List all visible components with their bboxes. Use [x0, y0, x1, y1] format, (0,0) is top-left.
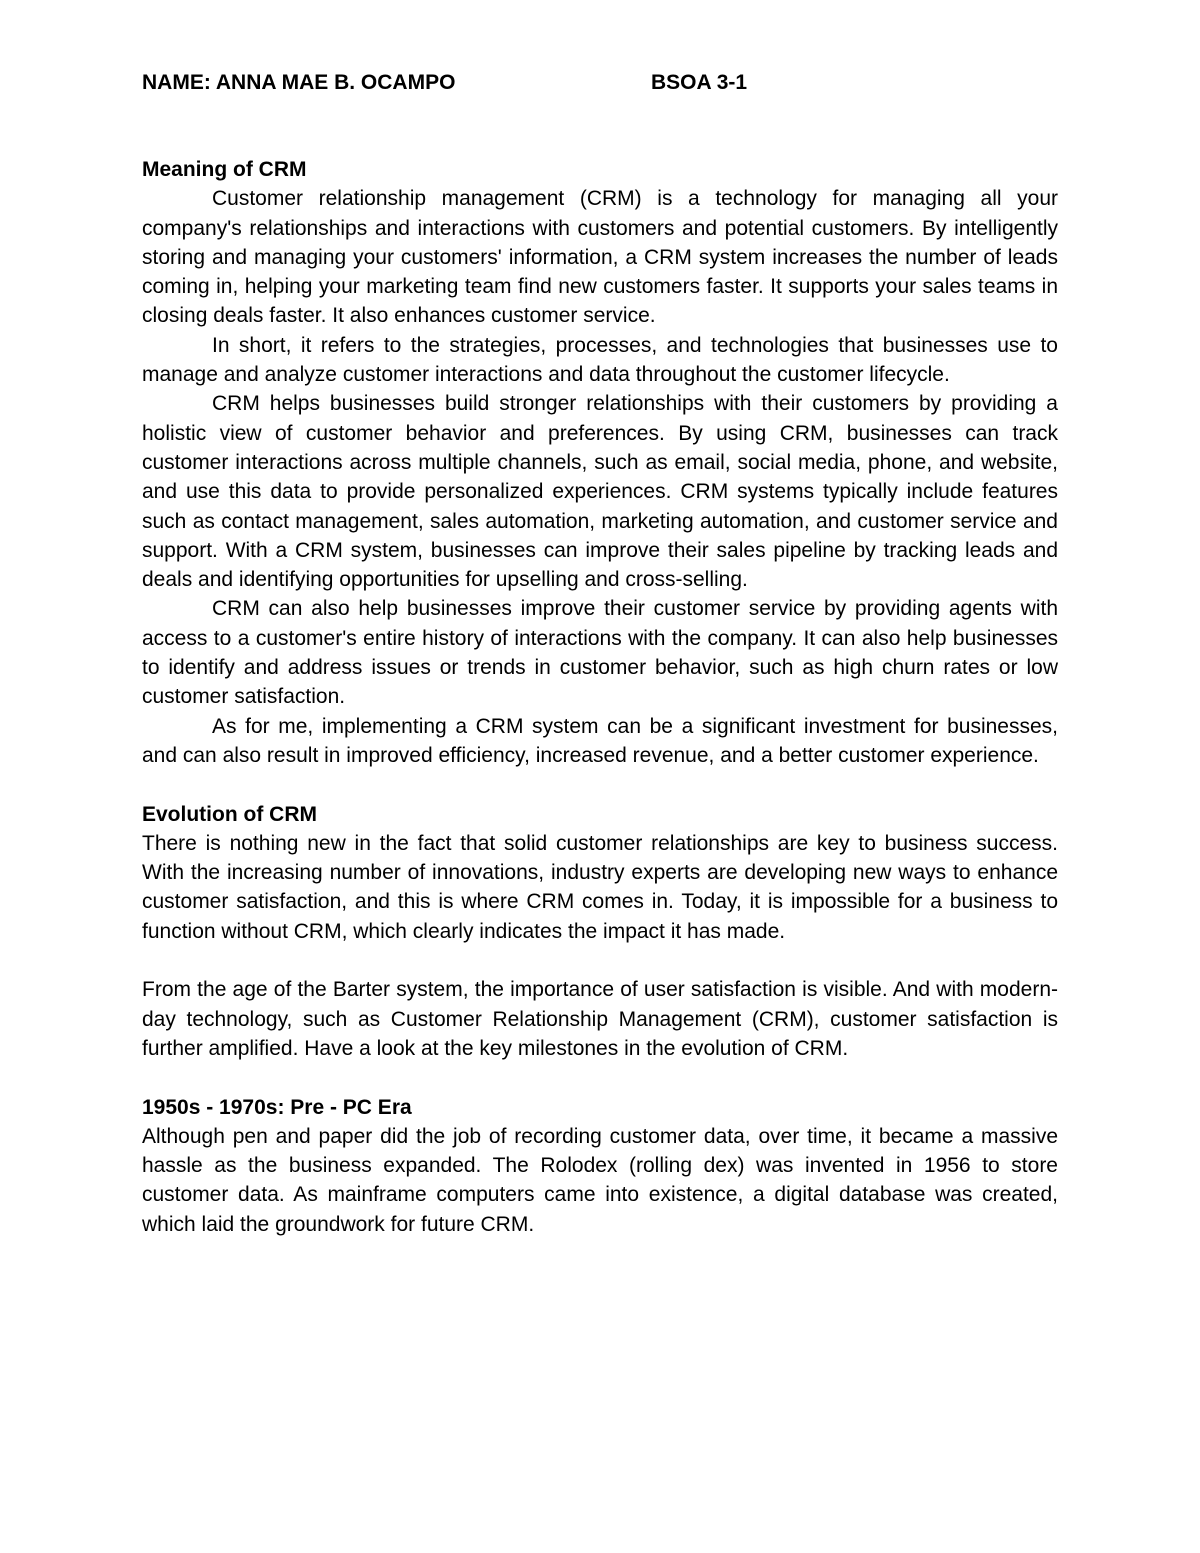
- evolution-heading: Evolution of CRM: [142, 802, 317, 826]
- document-page: [142, 68, 1058, 1239]
- evolution-paragraph-1: There is nothing new in the fact that solid customer relationships are key to business success. With the increasing number of innovations, industry experts are developing new ways to enhance customer satisfaction, and this is where CRM comes in. Today, it is impossible for a business to function without CRM, which clearly indicates the impact it has made.: [142, 831, 1058, 943]
- meaning-paragraph-5: As for me, implementing a CRM system can be a significant investment for businesses, and can also result in improved efficiency, increased revenue, and a better customer experience.: [142, 714, 1058, 767]
- class-section: BSOA 3-1: [651, 71, 748, 94]
- meaning-heading: Meaning of CRM: [142, 158, 307, 181]
- meaning-paragraph-3: CRM helps businesses build stronger relationships with their customers by providing a holistic view of customer behavior and preferences. By using CRM, businesses can track customer interactions across multiple channels, such as email, social media, phone, and website, and use this data to provide personalized experiences. CRM systems typically include features such as contact management, sales automation, marketing automation, and customer service and support. With a CRM system, businesses can improve their sales pipeline by tracking leads and deals and identifying opportunities for upselling and cross-selling.: [142, 392, 1058, 592]
- spacer: [142, 1063, 1058, 1092]
- spacer: [142, 98, 1058, 155]
- meaning-paragraph-4: CRM can also help businesses improve their customer service by providing agents with access to a customer's entire history of interactions with the company. It can also help businesses to identify and address issues or trends in customer behavior, such as high churn rates or low customer satisfaction.: [142, 597, 1058, 709]
- era-section: [142, 1093, 1058, 1239]
- spacer: [142, 946, 1058, 975]
- student-name: NAME: ANNA MAE B. OCAMPO: [142, 71, 456, 94]
- spacer: [142, 770, 1058, 799]
- evolution-paragraph-2: From the age of the Barter system, the importance of user satisfaction is visible. And with modern-day technology, such as Customer Relationship Management (CRM), customer satisfaction is further amplified. Have a look at the key milestones in the evolution of CRM.: [142, 978, 1058, 1060]
- meaning-paragraph-2: In short, it refers to the strategies, processes, and technologies that businesses use to manage and analyze customer interactions and data throughout the customer lifecycle.: [142, 333, 1058, 387]
- era-paragraph: Although pen and paper did the job of recording customer data, over time, it became a massive hassle as the business expanded. The Rolodex (rolling dex) was invented in 1956 to store customer data. As mainframe computers came into existence, a digital database was created, which laid the groundwork for future CRM.: [142, 1124, 1058, 1236]
- meaning-paragraph-1: Customer relationship management (CRM) is a technology for managing all your company's relationships and interactions with customers and potential customers. By intelligently storing and managing your customers' information, a CRM system increases the number of leads coming in, helping your marketing team find new customers faster. It supports your sales teams in closing deals faster. It also enhances customer service.: [142, 187, 1058, 328]
- era-heading: 1950s - 1970s: Pre - PC Era: [142, 1095, 412, 1119]
- meaning-section: [142, 155, 1058, 770]
- document-header: [142, 68, 1058, 98]
- evolution-section: [142, 800, 1058, 1064]
